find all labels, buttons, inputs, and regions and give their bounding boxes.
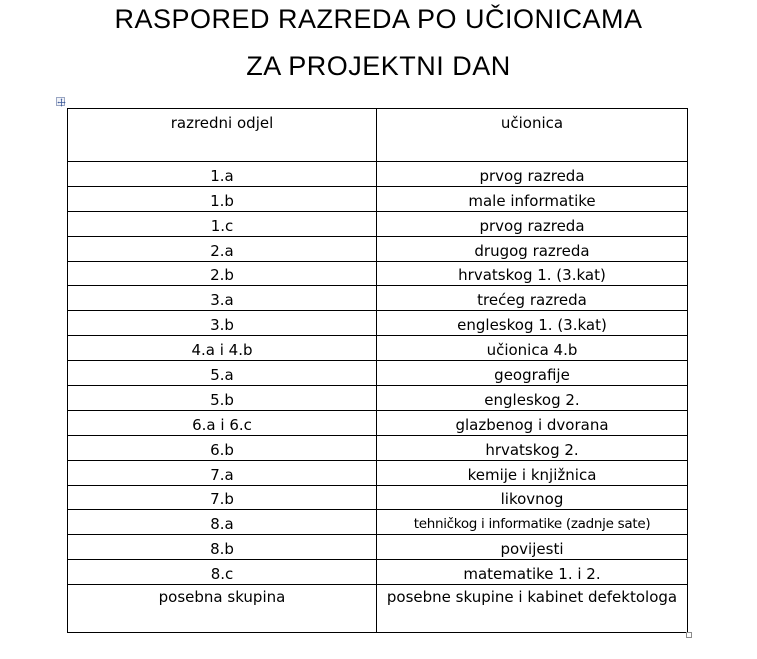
class-dept-cell: 7.a — [68, 460, 377, 485]
table-row — [68, 361, 688, 386]
table-row — [68, 510, 688, 535]
table-row — [68, 585, 688, 633]
table-row — [68, 211, 688, 236]
class-dept-cell: 3.a — [68, 286, 377, 311]
classroom-cell: hrvatskog 2. — [377, 435, 688, 460]
classroom-cell: prvog razreda — [377, 211, 688, 236]
classroom-cell: engleskog 1. (3.kat) — [377, 311, 688, 336]
class-dept-cell: 2.b — [68, 261, 377, 286]
document-title-line-2: ZA PROJEKTNI DAN — [246, 51, 511, 81]
class-dept-cell: 5.a — [68, 361, 377, 386]
classroom-cell: geografije — [377, 361, 688, 386]
classroom-cell: trećeg razreda — [377, 286, 688, 311]
classroom-cell: glazbenog i dvorana — [377, 410, 688, 435]
class-dept-cell: 1.c — [68, 211, 377, 236]
classroom-cell: engleskog 2. — [377, 386, 688, 411]
classroom-cell: likovnog — [377, 485, 688, 510]
class-dept-cell: 1.a — [68, 162, 377, 187]
class-dept-cell: 6.b — [68, 435, 377, 460]
table-row — [68, 286, 688, 311]
class-dept-cell: 5.b — [68, 386, 377, 411]
class-dept-cell: 3.b — [68, 311, 377, 336]
classroom-cell: hrvatskog 1. (3.kat) — [377, 261, 688, 286]
table-row — [68, 535, 688, 560]
table-row — [68, 336, 688, 361]
classroom-cell: male informatike — [377, 186, 688, 211]
resize-square-icon[interactable] — [686, 632, 692, 638]
document-title-line-1: RASPORED RAZREDA PO UČIONICAMA — [114, 4, 643, 34]
classroom-cell: učionica 4.b — [377, 336, 688, 361]
classroom-cell: povijesti — [377, 535, 688, 560]
classroom-schedule-table — [67, 108, 688, 633]
table-row — [68, 435, 688, 460]
table-row — [68, 236, 688, 261]
table-row — [68, 460, 688, 485]
table-header-row — [68, 109, 688, 162]
class-dept-cell: 8.c — [68, 560, 377, 585]
classroom-cell: prvog razreda — [377, 162, 688, 187]
header-class-dept: razredni odjel — [68, 109, 377, 162]
class-dept-cell: 8.a — [68, 510, 377, 535]
classroom-cell: drugog razreda — [377, 236, 688, 261]
classroom-cell: tehničkog i informatike (zadnje sate) — [377, 510, 688, 535]
class-dept-cell: 7.b — [68, 485, 377, 510]
table-row — [68, 186, 688, 211]
table-row — [68, 410, 688, 435]
table-row — [68, 386, 688, 411]
class-dept-cell: posebna skupina — [68, 585, 377, 633]
move-arrows-icon[interactable] — [56, 97, 65, 106]
class-dept-cell: 8.b — [68, 535, 377, 560]
class-dept-cell: 1.b — [68, 186, 377, 211]
classroom-cell: posebne skupine i kabinet defektologa — [377, 585, 688, 633]
class-dept-cell: 2.a — [68, 236, 377, 261]
table-row — [68, 485, 688, 510]
class-dept-cell: 4.a i 4.b — [68, 336, 377, 361]
table-row — [68, 311, 688, 336]
table-row — [68, 560, 688, 585]
classroom-cell: kemije i knjižnica — [377, 460, 688, 485]
class-dept-cell: 6.a i 6.c — [68, 410, 377, 435]
classroom-cell: matematike 1. i 2. — [377, 560, 688, 585]
header-classroom: učionica — [377, 109, 688, 162]
table-row — [68, 162, 688, 187]
table-row — [68, 261, 688, 286]
